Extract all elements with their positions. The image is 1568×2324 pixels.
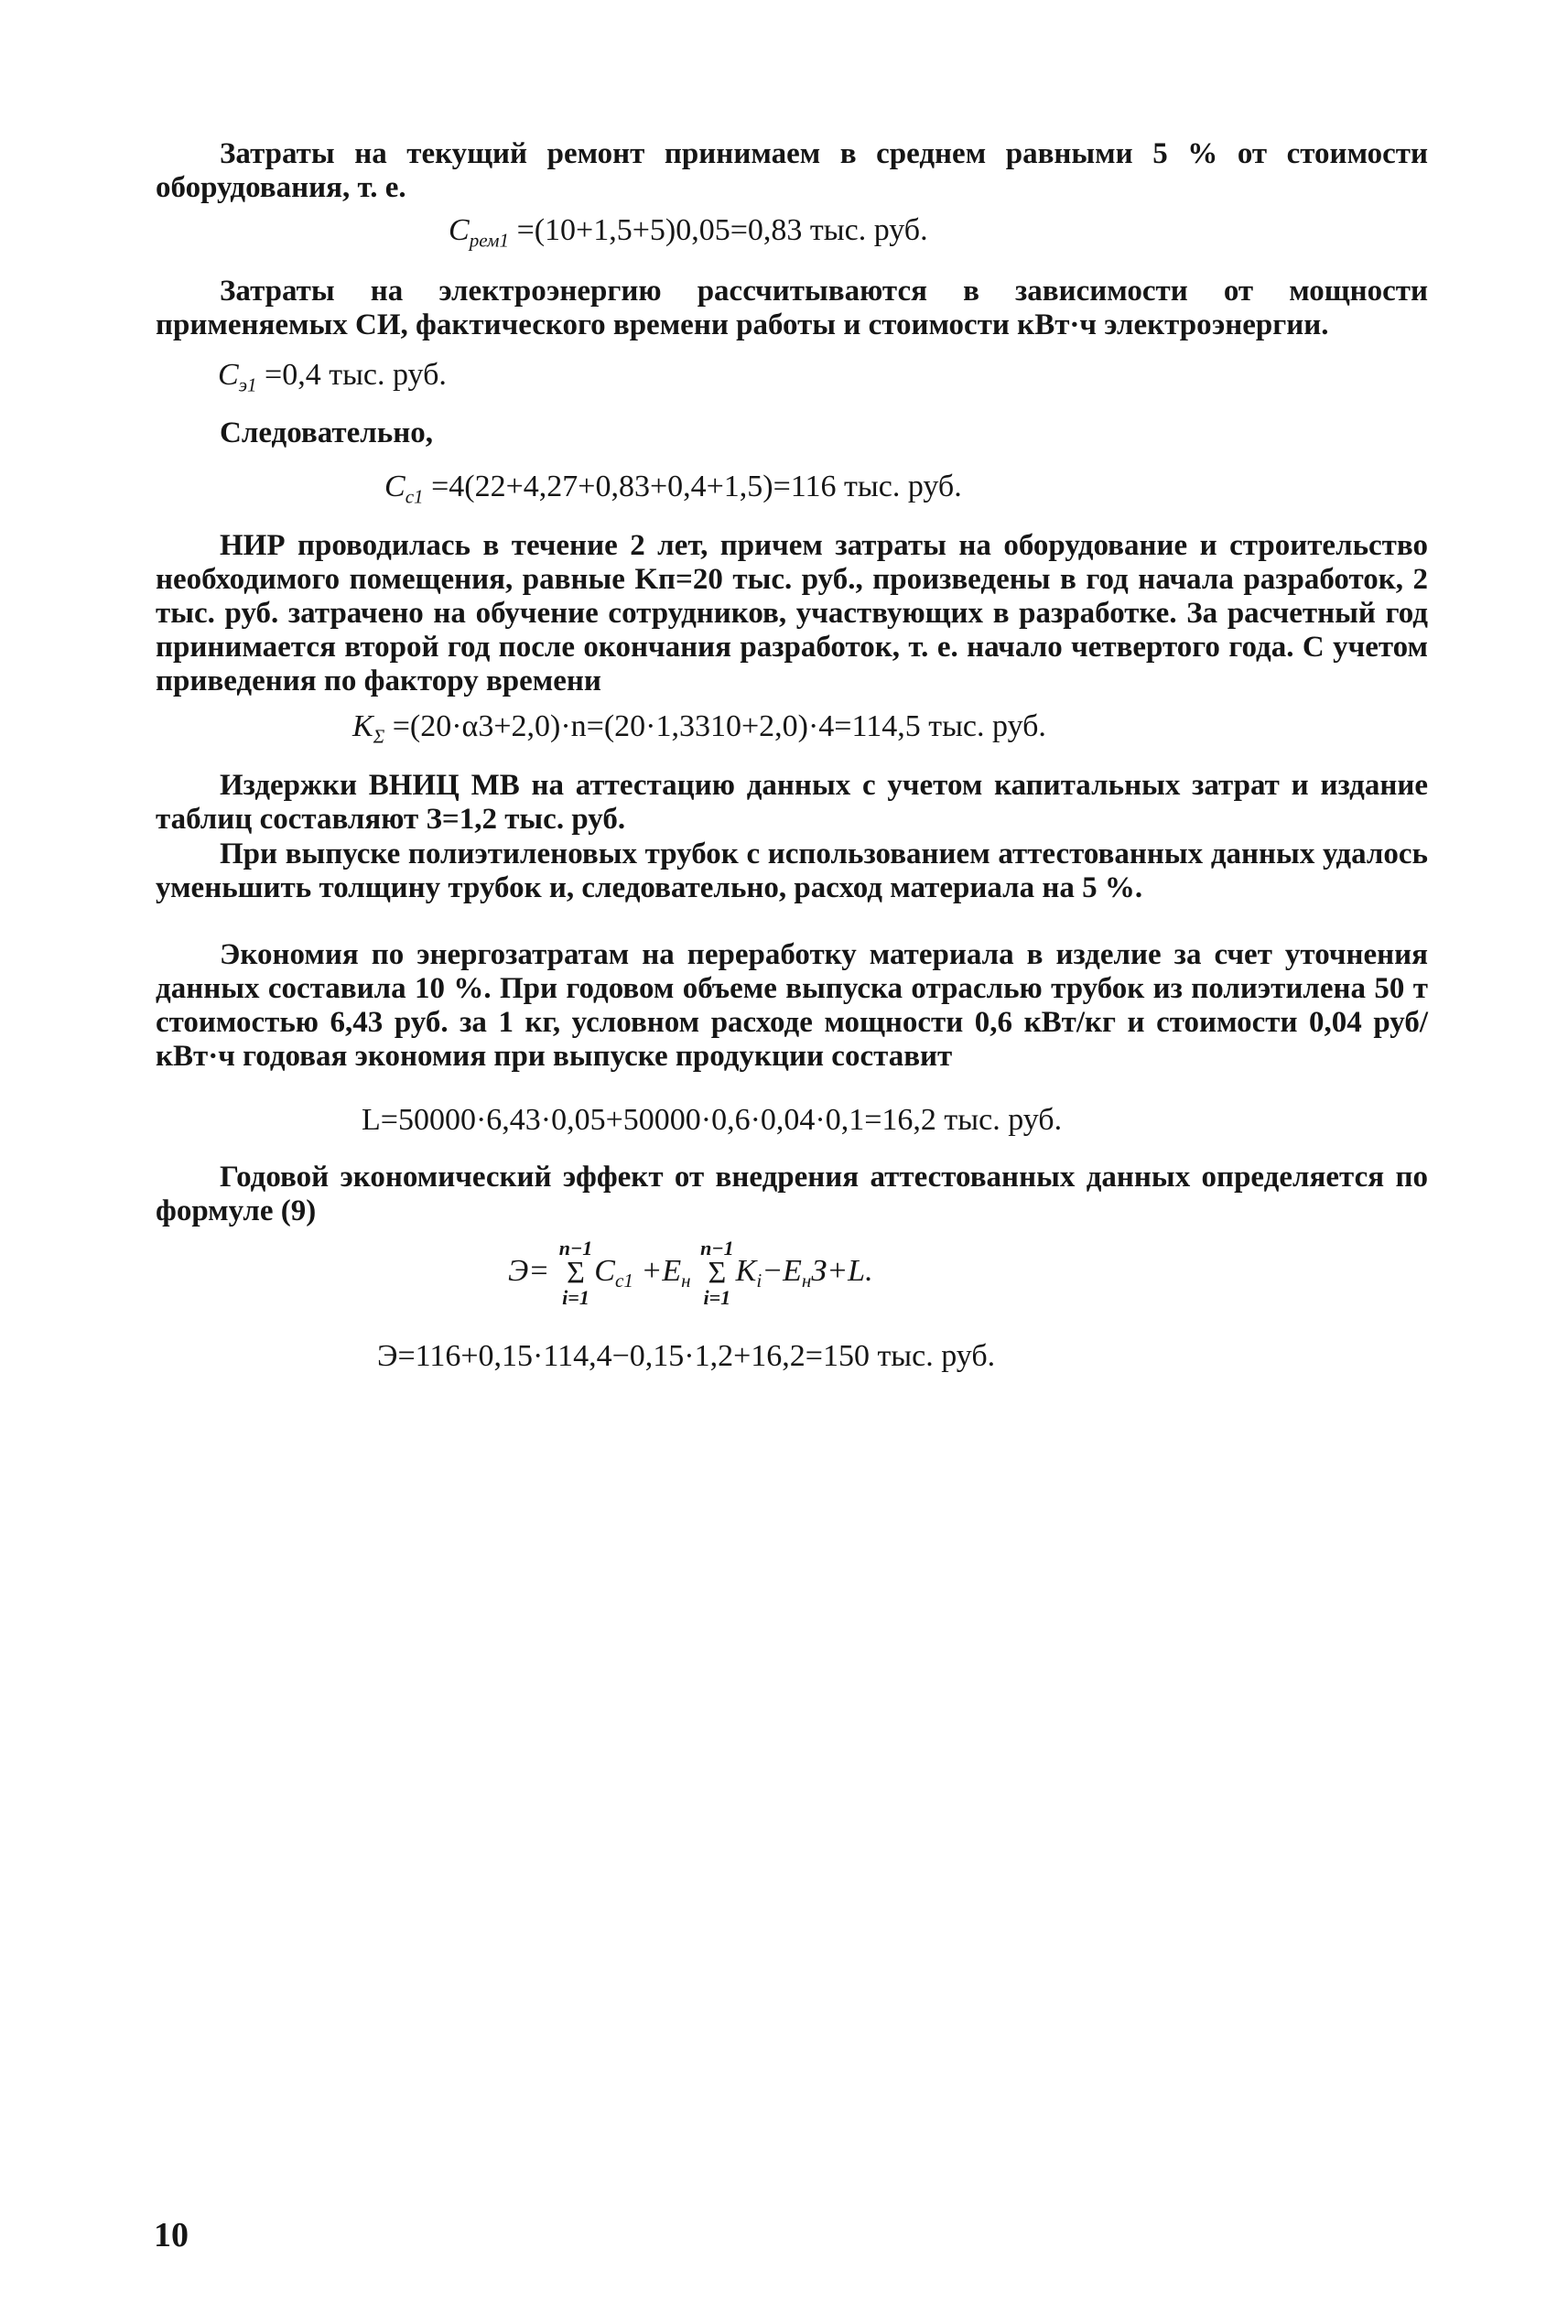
formula-subscript: c1 <box>614 1270 633 1292</box>
paragraph-certification-costs: Издержки ВНИЦ МВ на аттестацию данных с учетом капитальных затрат и издание таблиц составляют З=1,2 тыс. руб. <box>156 769 1428 836</box>
formula-subscript: i <box>756 1270 762 1292</box>
paragraph-electricity-costs: Затраты на электроэнергию рассчитываются в зависимости от мощности применяемых СИ, фактического времени работы и стоимости кВт·ч электроэнергии. <box>156 275 1428 341</box>
formula-electricity-cost <box>218 357 447 403</box>
formula-term: K <box>735 1253 757 1288</box>
summation-lower-limit: i=1 <box>562 1286 589 1309</box>
formula-annual-savings: L=50000·6,43·0,05+50000·0,6·0,04·0,1=16,2 тыс. руб. <box>362 1103 1063 1137</box>
summation-lower-limit: i=1 <box>703 1286 731 1309</box>
formula-term: З+L. <box>811 1253 873 1288</box>
formula-rhs: =(10+1,5+5)0,05=0,83 тыс. руб. <box>516 213 928 247</box>
formula-economic-effect-result: Э=116+0,15·114,4−0,15·1,2+16,2=150 тыс. руб. <box>377 1339 996 1373</box>
summation-2 <box>700 1238 734 1309</box>
formula-rhs: =(20·α3+2,0)·n=(20·1,3310+2,0)·4=114,5 тыс. руб. <box>392 709 1046 743</box>
formula-repair-cost <box>449 212 928 258</box>
paragraph-therefore: Следовательно, <box>220 416 433 449</box>
formula-subscript: э1 <box>238 373 257 396</box>
formula-term: +E <box>641 1253 682 1288</box>
paragraph-annual-effect: Годовой экономический эффект от внедрения аттестованных данных определяется по формуле (9) <box>156 1161 1428 1227</box>
formula-subscript: c1 <box>405 485 424 508</box>
page-number: 10 <box>154 2216 189 2254</box>
formula-economic-effect <box>508 1238 873 1309</box>
summation-upper-limit: n−1 <box>558 1237 593 1259</box>
paragraph-research-period: НИР проводилась в течение 2 лет, причем затраты на оборудование и строительство необходимого помещения, равные Kп=20 тыс. руб., произведены в год начала разработок, 2 тыс. руб. затрачено на обучение сотрудников, участвующих в разработке. За расчетный год принимается второй год после окончания разработок, т. е. начало четвертого года. С учетом приведения по фактору времени <box>156 529 1428 697</box>
formula-rhs: =4(22+4,27+0,83+0,4+1,5)=116 тыс. руб. <box>431 470 962 503</box>
summation-upper-limit: n−1 <box>700 1237 734 1259</box>
formula-symbol: C <box>218 358 239 392</box>
formula-total-cost <box>384 469 962 514</box>
formula-subscript: рем1 <box>469 229 510 252</box>
summation-sign: Σ <box>567 1256 585 1290</box>
formula-subscript: н <box>801 1270 812 1292</box>
paragraph-material-savings: При выпуске полиэтиленовых трубок с использованием аттестованных данных удалось уменьшить толщину трубок и, следовательно, расход материала на 5 %. <box>156 838 1428 904</box>
paragraph-repair-costs: Затраты на текущий ремонт принимаем в среднем равными 5 % от стоимости оборудования, т. е. <box>156 137 1428 204</box>
formula-term: −E <box>762 1253 802 1288</box>
formula-term: C <box>594 1253 615 1288</box>
formula-subscript: н <box>681 1270 691 1292</box>
paragraph-energy-savings: Экономия по энергозатратам на переработку материала в изделие за счет уточнения данных составила 10 %. При годовом объеме выпуска отраслью трубок из полиэтилена 50 т стоимостью 6,43 руб. за 1 кг, условном расходе мощности 0,6 кВт/кг и стоимости 0,04 руб/кВт·ч годовая экономия при выпуске продукции составит <box>156 938 1428 1073</box>
summation-1 <box>559 1238 593 1309</box>
formula-subscript: Σ <box>373 725 385 748</box>
formula-capital-investment <box>352 708 1046 754</box>
formula-lhs: Э= <box>508 1253 550 1288</box>
formula-symbol: C <box>449 213 470 247</box>
formula-symbol: C <box>384 470 406 503</box>
formula-symbol: K <box>352 709 373 743</box>
summation-sign: Σ <box>708 1256 727 1290</box>
formula-rhs: =0,4 тыс. руб. <box>265 358 447 392</box>
